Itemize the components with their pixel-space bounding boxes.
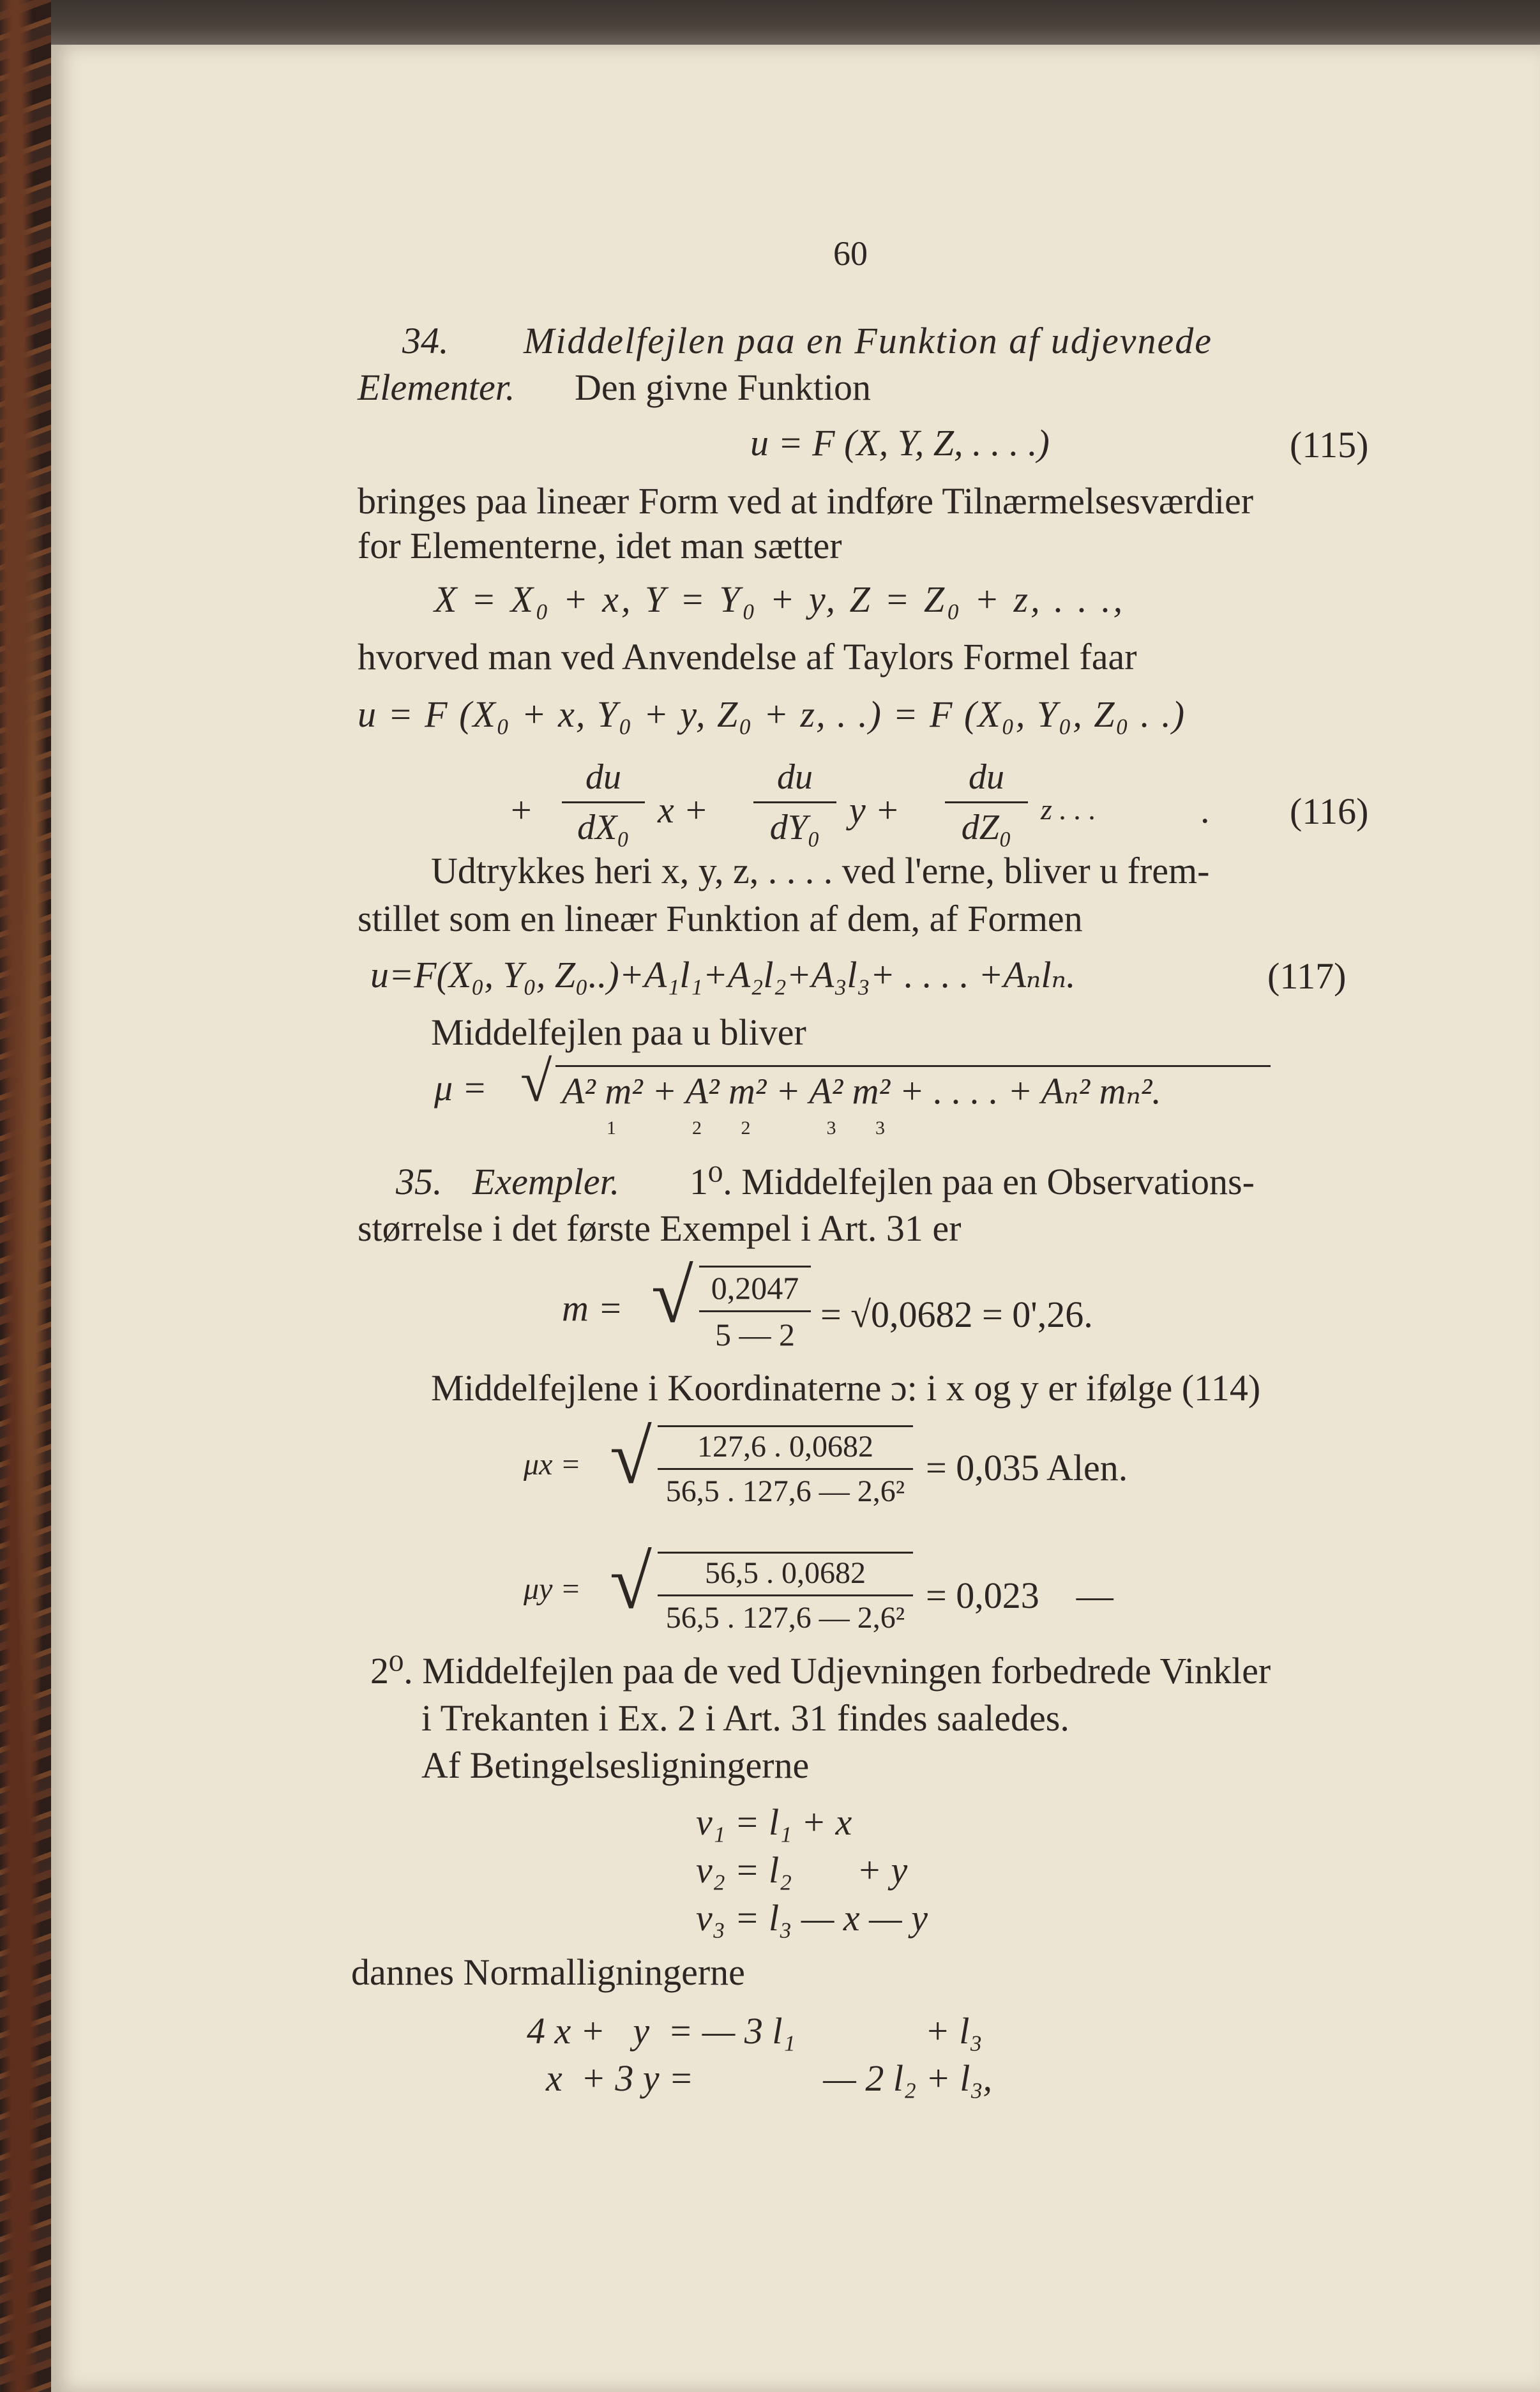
section-35-heading: Exempler. [472, 1161, 620, 1202]
fraction-mux [658, 1429, 913, 1509]
section-34-number: 34. [402, 320, 449, 361]
radical-sign: √ [610, 1540, 652, 1624]
normal-equation-1: 4 x + y = — 3 l₁ + l₃ [527, 2010, 983, 2052]
equation-116-x: x + [658, 789, 709, 831]
equation-117: u=F(X₀, Y₀, Z₀..)+A₁l₁+A₂l₂+A₃l₃+ . . . . +Aₙlₙ. [370, 954, 1076, 995]
fraction-du-dz0 [945, 757, 1028, 848]
book-page [51, 45, 1540, 2392]
paragraph-line: 2⁰. Middelfejlen paa de ved Udjevningen forbedrede Vinkler [370, 1650, 1271, 1692]
radical-bar [555, 1065, 1271, 1067]
fraction-numerator: du [969, 757, 1004, 797]
radical-sign: √ [651, 1253, 693, 1338]
equation-117-number: (117) [1267, 955, 1347, 997]
fraction-du-dy0 [753, 757, 836, 848]
fraction-numerator: 0,2047 [711, 1270, 799, 1306]
fraction-denominator: dX₀ [577, 808, 630, 847]
fraction-numerator: 56,5 . 0,0682 [705, 1556, 866, 1590]
paragraph-line: 1⁰. Middelfejlen paa en Observations- [690, 1161, 1255, 1202]
fraction-denominator: dY₀ [769, 808, 820, 847]
fraction-du-dx0 [562, 757, 645, 848]
section-34-heading: Middelfejlen paa en Funktion af udjevnede [524, 320, 1212, 361]
mu-equation-body: A² m² + A² m² + A² m² + . . . . + Aₙ² mₙ². [562, 1070, 1161, 1112]
equation-116-number: (116) [1290, 791, 1369, 832]
fraction-denominator: 5 — 2 [715, 1317, 795, 1352]
paragraph-line: Af Betingelsesligningerne [421, 1745, 810, 1786]
equation-116-z: z . . . [1041, 793, 1096, 826]
fraction-m [699, 1269, 811, 1353]
paragraph-line: i Trekanten i Ex. 2 i Art. 31 findes saaledes. [421, 1697, 1069, 1739]
normal-equation-2: x + 3 y = — 2 l₂ + l₃, [546, 2057, 993, 2099]
paragraph-line: stillet som en lineær Funktion af dem, af Formen [358, 898, 1083, 939]
radical-bar [658, 1425, 913, 1427]
fraction-bar [658, 1468, 913, 1470]
paragraph-line: for Elementerne, idet man sætter [358, 525, 842, 566]
fraction-denominator: 56,5 . 127,6 — 2,6² [665, 1474, 905, 1508]
condition-equation-1: v₁ = l₁ + x [696, 1801, 852, 1843]
mu-equation-subscripts: 1 2 2 3 3 [607, 1117, 887, 1139]
paragraph-line: størrelse i det første Exempel i Art. 31 er [358, 1207, 962, 1249]
radical-sign: √ [610, 1414, 652, 1499]
equation-116-line1: u = F (X₀ + x, Y₀ + y, Z₀ + z, . .) = F (X₀, Y₀, Z₀ . .) [358, 693, 1186, 735]
fraction-numerator: du [777, 757, 813, 797]
section-34-intro: Den givne Funktion [575, 367, 871, 408]
mux-right: = 0,035 Alen. [926, 1447, 1128, 1488]
equation-116-plus: + [511, 789, 532, 831]
condition-equation-3: v₃ = l₃ — x — y [696, 1897, 928, 1939]
equation-115-number: (115) [1290, 424, 1369, 466]
paragraph-line: Middelfejlen paa u bliver [431, 1011, 806, 1053]
fraction-muy [658, 1556, 913, 1635]
radical-sign: √ [520, 1050, 552, 1114]
equation-116-dot: . [1200, 789, 1210, 831]
equation-116-y: y + [849, 789, 900, 831]
section-34-heading-cont: Elementer. [358, 367, 515, 408]
paragraph-line: dannes Normalligningerne [351, 1951, 745, 1993]
equation-115: u = F (X, Y, Z, . . . .) [750, 422, 1050, 464]
paragraph-line: Udtrykkes heri x, y, z, . . . . ved l'erne, bliver u frem- [431, 850, 1210, 891]
fraction-denominator: dZ₀ [961, 808, 1012, 847]
page-number: 60 [833, 234, 868, 273]
fraction-bar [658, 1594, 913, 1596]
mu-equation-left: μ = [434, 1067, 487, 1109]
section-35-number: 35. [396, 1161, 442, 1202]
paragraph-line: bringes paa lineær Form ved at indføre Tilnærmelsesværdier [358, 480, 1254, 522]
fraction-bar [753, 801, 836, 803]
fraction-numerator: du [585, 757, 621, 797]
muy-left: μy = [524, 1572, 581, 1606]
condition-equation-2: v₂ = l₂ + y [696, 1849, 908, 1891]
fraction-denominator: 56,5 . 127,6 — 2,6² [665, 1601, 905, 1635]
fraction-bar [945, 801, 1028, 803]
muy-right: = 0,023 — [926, 1575, 1113, 1616]
fraction-bar [699, 1310, 811, 1312]
paragraph-line: hvorved man ved Anvendelse af Taylors Formel faar [358, 636, 1137, 677]
substitution-equation: X = X₀ + x, Y = Y₀ + y, Z = Z₀ + z, . . ., [434, 579, 1126, 620]
m-equation-right: = √0,0682 = 0',26. [820, 1294, 1093, 1335]
paragraph-line: Middelfejlene i Koordinaterne ɔ: i x og y er ifølge (114) [431, 1367, 1261, 1409]
fraction-bar [562, 801, 645, 803]
book-binding-edge [0, 0, 51, 2392]
top-edge-strip [51, 0, 1540, 45]
radical-bar [699, 1266, 811, 1268]
m-equation-left: m = [562, 1287, 623, 1329]
radical-bar [658, 1552, 913, 1554]
fraction-numerator: 127,6 . 0,0682 [697, 1430, 873, 1464]
mux-left: μx = [524, 1448, 581, 1481]
